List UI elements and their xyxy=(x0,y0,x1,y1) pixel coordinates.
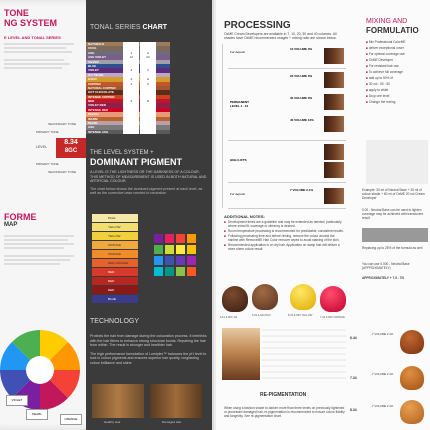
note-bullet-icon: ■ xyxy=(224,234,226,238)
level-title-1: THE LEVEL SYSTEM + xyxy=(90,150,154,156)
repig-swatch-1 xyxy=(400,330,424,354)
mixing-note-2: Replacing up to 25% of the formula as well xyxy=(362,246,423,250)
tone-subtitle: E LEVEL AND TONAL SERIES xyxy=(4,35,61,40)
pigment-swatch xyxy=(92,295,106,303)
repig-vol-2: 7 VOLUME 2.1% xyxy=(372,372,394,376)
tone-header xyxy=(4,8,84,71)
note-bullet-icon: ■ xyxy=(224,229,226,233)
pigment-level xyxy=(92,295,152,303)
forme-header xyxy=(4,212,84,267)
pigment-level xyxy=(92,241,152,249)
hair-swatch-2 xyxy=(252,284,278,310)
hair-swatch-1 xyxy=(222,286,248,312)
level-badge-bottom: 8GC xyxy=(64,148,78,154)
tonal-row-code: .6 xyxy=(123,99,139,103)
tonal-row-name: ASH xyxy=(88,125,95,130)
note-bullet-icon: ■ xyxy=(224,220,226,224)
mixing-note-3: You can use 0.000 - Neutral Base (APPROXIMATELY) xyxy=(362,262,410,270)
level-badge-top: 8.34 xyxy=(64,139,78,146)
tonal-row-name: INTENSE ASH xyxy=(88,129,109,134)
mixing-title-1: MIXING AND xyxy=(366,18,408,25)
mixing-bullet-icon: ■ xyxy=(366,52,369,56)
swatch-label-1: 6.11 & MIX 111 xyxy=(220,316,238,319)
mixing-bullet-icon: ■ xyxy=(366,82,369,86)
processing-chart xyxy=(222,44,340,210)
tech-title: TECHNOLOGY xyxy=(90,318,140,325)
tonal-row-letter xyxy=(140,130,156,134)
proc-row2-label: PERMANENT LEVEL 1 - 10 xyxy=(230,100,250,108)
pigment-level xyxy=(92,286,152,294)
pigment-level xyxy=(92,223,152,231)
mixing-bullet-icon: ■ xyxy=(366,46,369,50)
pigment-label: RED xyxy=(106,286,138,294)
note-text: Recommended application is on dry hair. Application on damp hair will deliver a more sheer colour result. xyxy=(228,243,340,251)
wheel-label-orange: ORANGE xyxy=(60,414,82,425)
repig-code-2: 7.34 xyxy=(350,376,357,380)
pigment-swatch xyxy=(92,223,106,231)
tonal-row xyxy=(86,130,170,134)
level-system-section xyxy=(90,150,208,196)
note-text: Room temperature processing is recommended for predictable, consistent results. xyxy=(228,229,344,233)
forme-title: FORME xyxy=(4,212,37,222)
level-badge xyxy=(56,138,86,158)
pigment-grid xyxy=(154,234,208,282)
mixing-bullet xyxy=(366,99,428,105)
proc-row1-label: For deposit xyxy=(230,50,246,54)
tonal-row-name: GOLD xyxy=(88,77,97,82)
pigment-swatch xyxy=(92,277,106,285)
proc-vol-10: 10 VOLUME 3% xyxy=(290,47,313,51)
mixing-bullet-icon: ■ xyxy=(366,64,369,68)
proc-vol-30: 30 VOLUME 9% xyxy=(290,96,313,100)
tonal-row-name: COPPER xyxy=(88,81,101,86)
tonal-row-name: ASH VIOLET xyxy=(88,55,107,60)
swatch-label-4: 7.44 & MIX ORANGE xyxy=(320,316,345,319)
tonal-row-letter: V xyxy=(140,68,156,72)
tonal-row-name: RED xyxy=(88,99,95,104)
mixing-bullet-icon: ■ xyxy=(366,70,369,74)
tonal-row-name: VIOLET RED xyxy=(88,103,107,108)
mixing-example: Example: 30 ml of Neutral Base + 30 ml of colour shade + 60 ml of OxME 20 vol Cream Developer xyxy=(362,188,425,200)
mixing-bullet-icon: ■ xyxy=(366,58,369,62)
tonal-row-name: SILVER xyxy=(88,59,99,64)
tonal-row-code: .12 xyxy=(123,55,139,59)
mixing-section xyxy=(366,18,428,105)
primary-tone-label-2: PRIMARY TONE xyxy=(36,162,59,166)
pigment-label: YELLOW xyxy=(106,232,138,240)
proc-row-highlift xyxy=(228,142,346,183)
mixing-bullet-icon: ■ xyxy=(366,100,369,104)
damaged-hair-label: Damaged Hair xyxy=(162,420,182,424)
level-body: A LEVEL IS THE LIGHTNESS OR THE DARKNESS OF A COLOUR. THIS METHOD OF MEASUREMENT IS USED IN BOTH NATURAL AND ARTIFICIAL COLOUR. xyxy=(90,170,207,184)
tonal-row-code: .4 xyxy=(123,82,139,86)
level-label: LEVEL xyxy=(36,145,47,149)
note-item xyxy=(224,234,344,242)
pigment-swatch xyxy=(92,259,106,267)
note-item xyxy=(224,229,344,233)
tonal-row-name: WARM xyxy=(88,116,98,121)
technology-section xyxy=(90,318,208,366)
repig-title: RE-PIGMENTATION xyxy=(260,392,307,398)
mixing-bullet-icon: ■ xyxy=(366,88,369,92)
proc-vol-7: 7 VOLUME 2.1% xyxy=(290,188,314,192)
repig-code-3: 8.34 xyxy=(350,408,357,412)
wheel-label-pearl: PEARL xyxy=(26,409,48,420)
proc-vol-20: 20 VOLUME 6% xyxy=(290,74,313,78)
mixing-bullet-text: Change the mixing xyxy=(368,100,396,104)
pigment-level xyxy=(92,250,152,258)
tech-body-2: The high performance formulation of Lumiplex™ balances the pH level to lock in colour pigments and ensures superior hair quality, longlasting colour brilliance and shine. xyxy=(90,351,207,365)
notes-title: ADDITIONAL NOTES: xyxy=(224,214,265,219)
tone-title-1: TONE xyxy=(4,8,29,18)
healthy-hair-image xyxy=(92,384,144,418)
mixing-bullet-text: For resistant hair use xyxy=(368,64,399,68)
right-page xyxy=(216,0,430,430)
pigment-label: RED xyxy=(106,268,138,276)
level-title-2: DOMINANT PIGMENT xyxy=(90,157,182,167)
mixing-bullet-text: OxME Developer xyxy=(368,58,394,62)
primary-tone-label: PRIMARY TONE xyxy=(36,130,59,134)
note-item xyxy=(224,243,344,251)
note-bullet-icon: ■ xyxy=(224,243,226,247)
proc-row-permanent xyxy=(228,70,346,141)
mixing-bullet-icon: ■ xyxy=(366,76,369,80)
tone-title-2: NG SYSTEM xyxy=(4,18,58,28)
repig-code-1: 6.44 xyxy=(350,336,357,340)
healthy-hair-label: Healthy Hair xyxy=(104,420,121,424)
tonal-row-name: COOL xyxy=(88,46,97,51)
pigment-label: ORANGE xyxy=(106,241,138,249)
mixing-bullets xyxy=(366,39,428,105)
secondary-tone-label-1: SECONDARY TONE xyxy=(48,122,76,126)
pigment-label: RED xyxy=(106,277,138,285)
tonal-row-letter: G xyxy=(140,77,156,81)
pigment-level xyxy=(92,268,152,276)
mixing-box xyxy=(366,140,428,184)
repig-swatch-2 xyxy=(400,366,424,390)
tonal-row-code: .3 xyxy=(123,77,139,81)
mixing-bullet-text: 30 vol - 50 : 50 xyxy=(368,82,390,86)
pigment-ladder xyxy=(92,214,152,304)
pigment-label: RED-ORANGE xyxy=(106,259,138,267)
mixing-bullet-text: add up to 50% of xyxy=(368,76,393,80)
pigment-swatch xyxy=(92,214,106,222)
hair-swatch-3 xyxy=(290,284,316,310)
pigment-label: PALE xyxy=(106,214,138,222)
pigment-label: YELLOW xyxy=(106,223,138,231)
mixing-bullet-text: For optimal coverage use xyxy=(368,52,405,56)
proc-vol-40: 40 VOLUME 12% xyxy=(290,118,314,122)
wheel-label-violet: VIOLET xyxy=(6,395,28,406)
tonal-table xyxy=(86,42,170,134)
tonal-title-bold: CHART xyxy=(142,24,168,31)
swatch-label-2: 6.02 & MIX 8GV xyxy=(252,314,271,317)
tech-body: Protects the hair from damage during the colouration process. It interlinks with the hair fibres to enhance strong structural bonds. Repairing the hair from within. The result is stronger and healthier hair. xyxy=(90,334,207,348)
proc-row4-label: For deposit xyxy=(230,192,246,196)
mixing-bullet-text: apply to white xyxy=(368,88,389,92)
pigment-level xyxy=(92,259,152,267)
tonal-row-letter: R xyxy=(140,99,156,103)
secondary-tone-label-2: SECONDARY TONE xyxy=(48,170,76,174)
repig-body: When using a fashion shade to darken more than three levels on previously lightened or processed damaged hair, re-pigmentation is recommended to ensure colour fidelity and longevity. See re-pigmentation chart. xyxy=(224,406,345,418)
tonal-title xyxy=(90,24,167,31)
swatch-label-3: 8.33 & MIX YELLOW xyxy=(288,314,313,317)
note-item xyxy=(224,220,344,228)
tonal-row-code: .1 xyxy=(123,51,139,55)
mixing-bullet-text: Drop one level xyxy=(368,94,390,98)
mixing-bullet-icon: ■ xyxy=(366,40,369,44)
pigment-level xyxy=(92,277,152,285)
pigment-level xyxy=(92,232,152,240)
tonal-row-name: NATURAL COPPER xyxy=(88,85,116,90)
tonal-row-name: HOT CHOCOLATE xyxy=(88,90,114,95)
tonal-row-name: INTENSE RED xyxy=(88,107,109,112)
note-text: Following processing time and before rinsing, remove the colour around the hairline with RemoveME Hair Color remover wipes to avoid staining of the skin. xyxy=(228,234,340,242)
mixing-bullet-text: Mix Professional ColorME xyxy=(368,40,406,44)
processing-title: PROCESSING xyxy=(224,20,291,31)
forme-subtitle: MAP xyxy=(4,222,18,228)
proc-row-deposit xyxy=(228,44,346,69)
tonal-title-light: TONAL SERIES xyxy=(90,24,143,31)
proc-row-deposit-2 xyxy=(228,184,346,209)
repig-vol-1: 7 VOLUME 2.1% xyxy=(372,332,394,336)
pigment-swatch xyxy=(92,232,106,240)
tonal-row-name: PEACH xyxy=(88,112,99,117)
mixing-bullet-text: To achieve full coverage xyxy=(368,70,403,74)
mixing-grey-bar xyxy=(362,228,428,242)
damaged-hair-image xyxy=(150,384,202,418)
mixing-note-1: 0.00 - Neutral Base can be used to lighten coverage may be achieved with translucent result xyxy=(362,208,424,220)
mixing-bullet-text: deliver exceptional cover xyxy=(368,46,404,50)
tonal-row-code xyxy=(123,130,139,134)
pigment-level xyxy=(92,214,152,222)
tonal-row-letter: C xyxy=(140,82,156,86)
repig-vol-3: 7 VOLUME 2.1% xyxy=(372,404,394,408)
tonal-row-name: NATURALS xyxy=(88,42,105,46)
pigment-swatch xyxy=(92,250,106,258)
tonal-row-name: ICY PEARL xyxy=(88,72,104,77)
tonal-row-letter: AV xyxy=(140,55,156,59)
notes-list xyxy=(224,220,344,251)
proc-row3-label: HIGH LIFTS xyxy=(230,158,247,162)
tonal-row-letter: A xyxy=(140,51,156,55)
left-page xyxy=(0,0,214,430)
tonal-row-name: VIOLET xyxy=(88,68,99,73)
tonal-row-code: .2 xyxy=(123,68,139,72)
mixing-bullet-icon: ■ xyxy=(366,94,369,98)
processing-intro: OxME Cream Developers are available in 7, 10, 20, 30 and 40 volumes. All shades have OxME recommended usages + mixing ratio are shown below. xyxy=(224,32,337,41)
tonal-row-name: PEARL xyxy=(88,121,99,126)
pigment-swatch xyxy=(92,241,106,249)
tonal-row-name: BLUE xyxy=(88,63,97,68)
repigmentation-table xyxy=(222,322,346,388)
pigment-label: ORANGE xyxy=(106,250,138,258)
additional-notes xyxy=(224,214,344,251)
tonal-row-name: ASH xyxy=(88,50,95,55)
mixing-title-2: FORMULATIO xyxy=(366,26,419,35)
repig-swatch-3 xyxy=(400,400,424,424)
hair-swatch-4 xyxy=(320,286,346,312)
pigment-label: BLUE xyxy=(106,295,138,303)
tonal-row-name: INTENSE COPPER xyxy=(88,94,115,99)
note-text: Development times are a guideline and may be extended as needed, particularly where extra lift, coverage or vibrancy is desired. xyxy=(228,220,342,228)
pigment-swatch xyxy=(92,286,106,294)
pigment-swatch xyxy=(92,268,106,276)
mixing-approx: APPROXIMATELY + 7.9 - 7N xyxy=(362,276,404,280)
level-body-2: The chart below shows the dominant pigment present at each level, as well as the corrective base needed to neutralise. xyxy=(90,186,203,196)
